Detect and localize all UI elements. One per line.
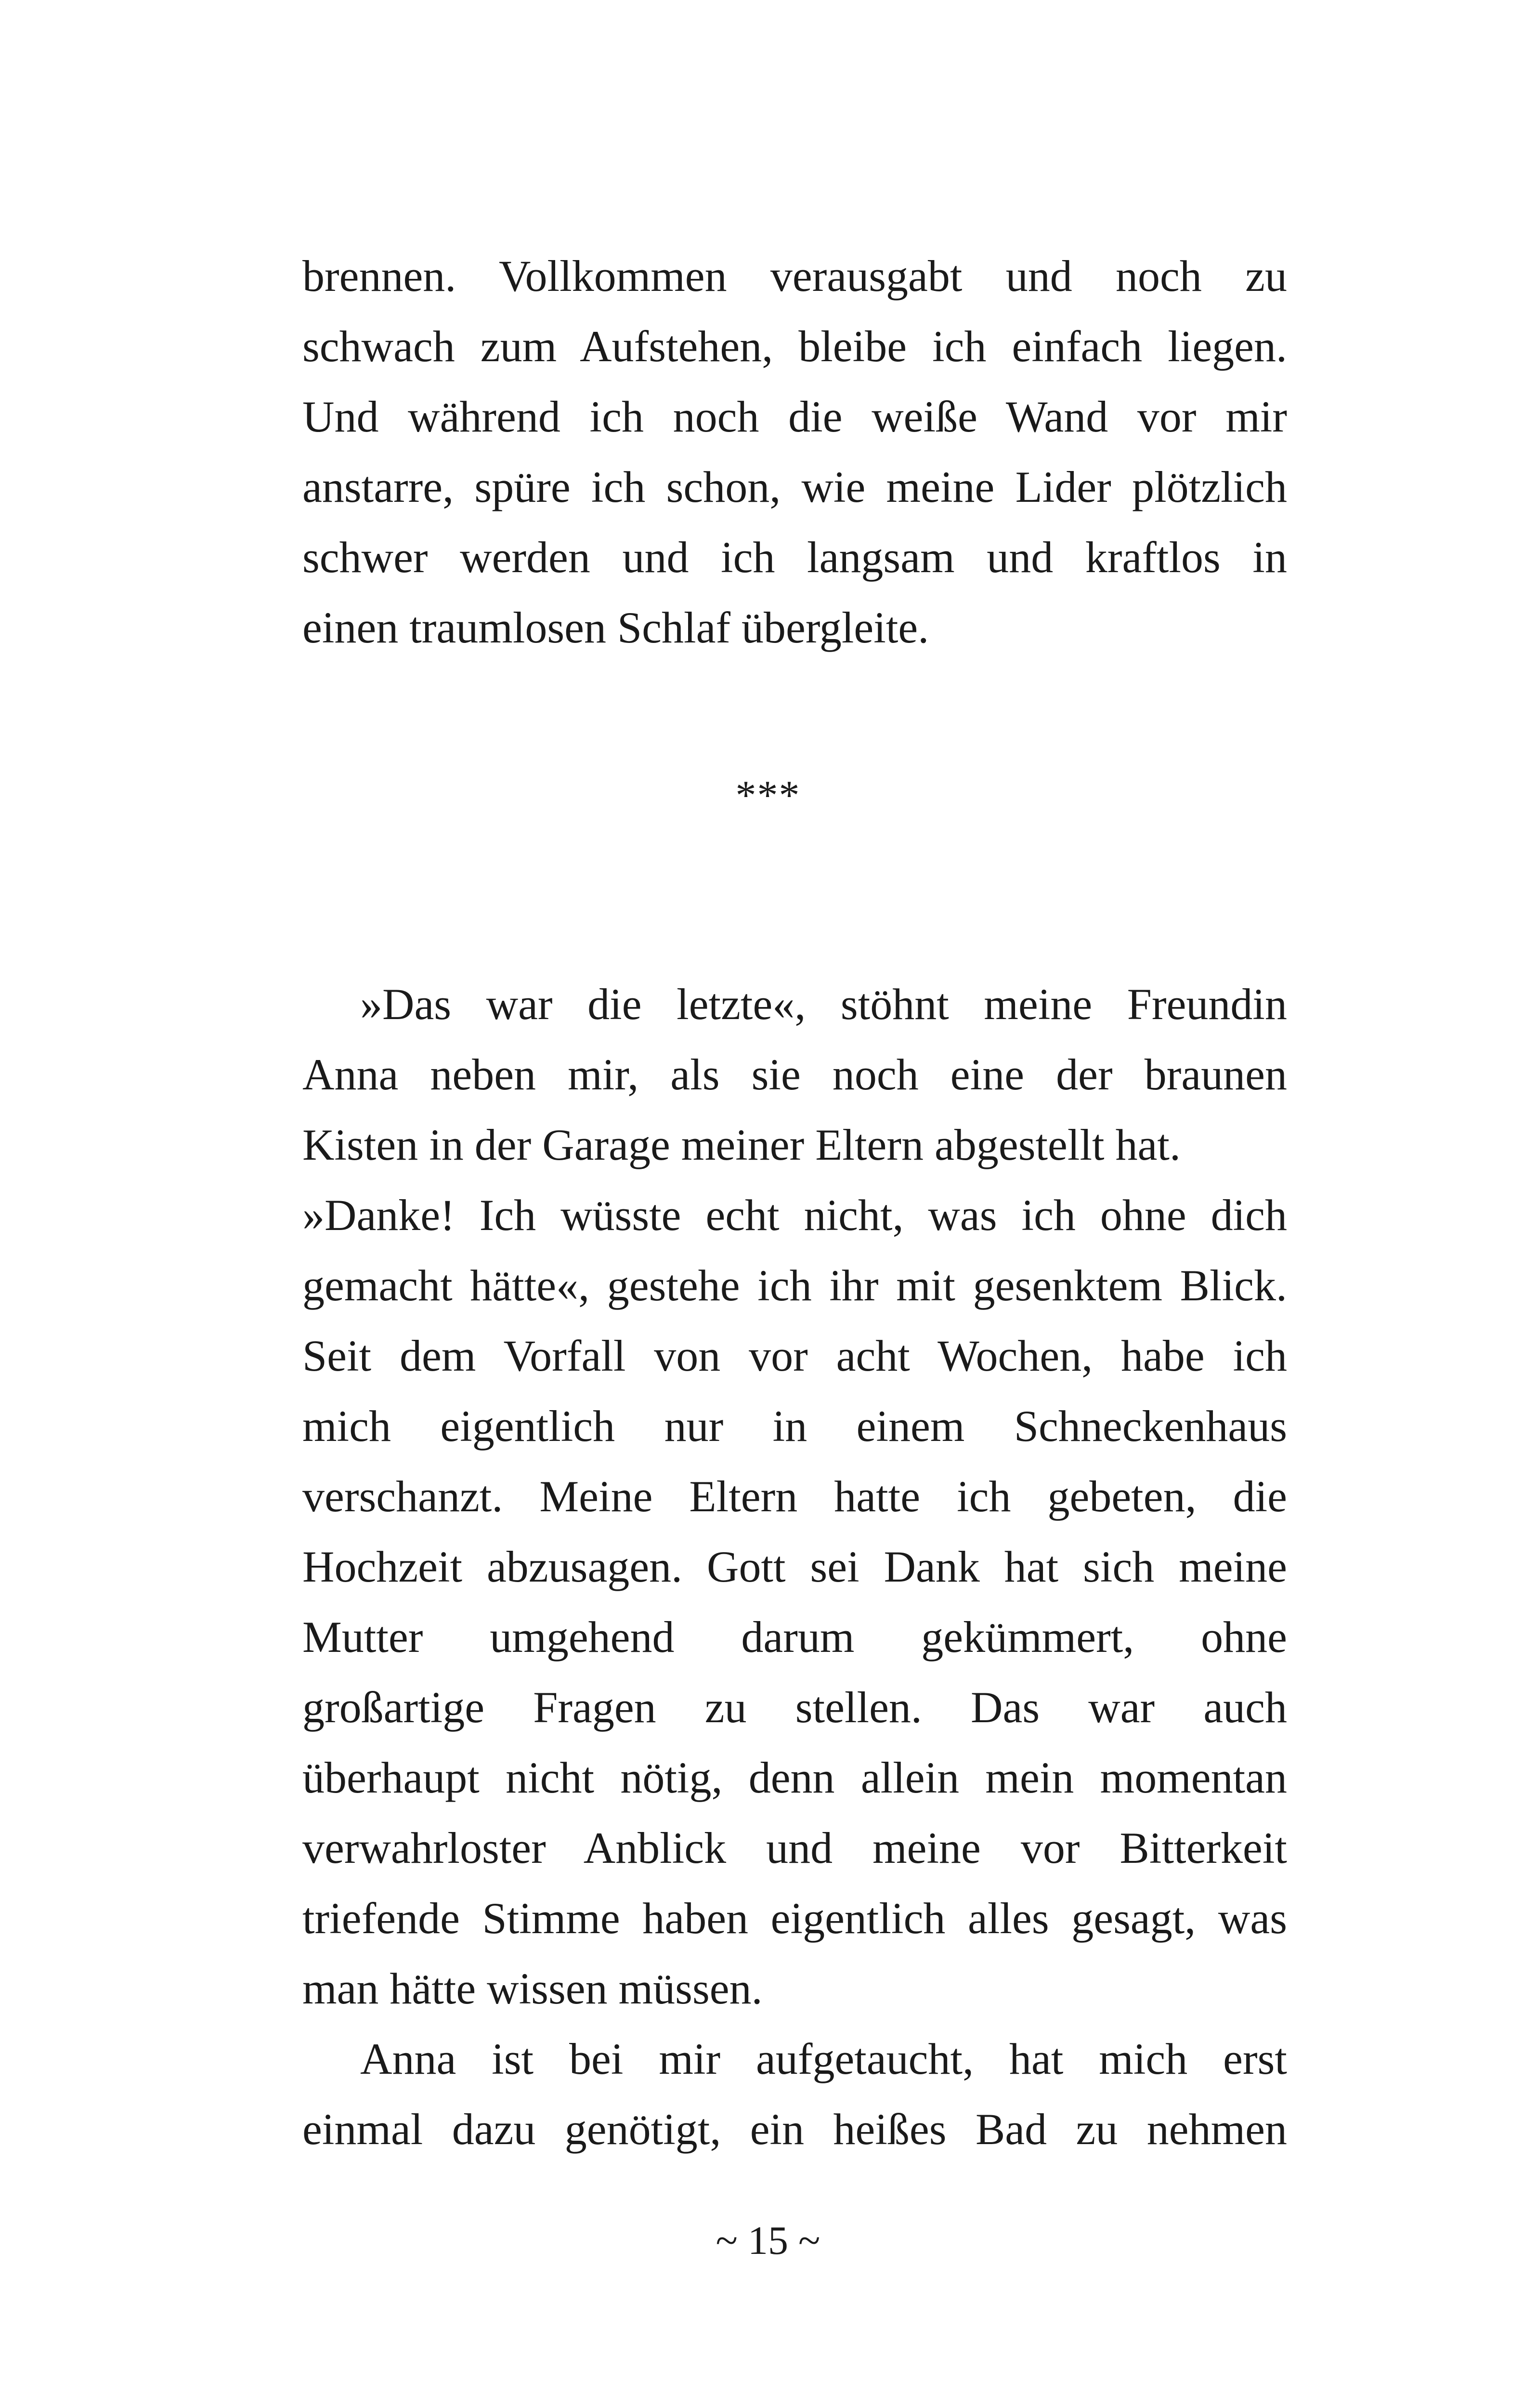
text-line: Mutter umgehend darum gekümmert, ohne xyxy=(302,1612,1287,1662)
paragraph-top xyxy=(302,241,1287,663)
text-line: triefende Stimme haben eigentlich alles gesagt, was xyxy=(302,1894,1287,1943)
text-line: großartige Fragen zu stellen. Das war auch xyxy=(302,1683,1287,1732)
paragraph-main xyxy=(302,969,1287,2164)
text-line: »Das war die letzte«, stöhnt meine Freundin xyxy=(360,980,1287,1029)
text-line: schwer werden und ich langsam und kraftlos in xyxy=(302,533,1287,582)
text-line: einen traumlosen Schlaf übergleite. xyxy=(302,603,929,652)
text-line: schwach zum Aufstehen, bleibe ich einfach liegen. xyxy=(302,322,1287,371)
text-line: anstarre, spüre ich schon, wie meine Lider plötzlich xyxy=(302,462,1287,511)
text-line: Und während ich noch die weiße Wand vor mir xyxy=(302,392,1287,441)
text-line: Seit dem Vorfall von vor acht Wochen, habe ich xyxy=(302,1331,1287,1380)
text-line: gemacht hätte«, gestehe ich ihr mit gesenktem Blick. xyxy=(302,1261,1287,1310)
scene-separator: *** xyxy=(735,772,801,818)
text-line: Anna neben mir, als sie noch eine der braunen xyxy=(302,1050,1287,1099)
page-number: ~ 15 ~ xyxy=(716,2218,820,2263)
text-line: Anna ist bei mir aufgetaucht, hat mich erst xyxy=(360,2034,1287,2083)
text-line: einmal dazu genötigt, ein heißes Bad zu nehmen xyxy=(302,2105,1287,2154)
text-line: Hochzeit abzusagen. Gott sei Dank hat sich meine xyxy=(302,1542,1287,1591)
text-line: »Danke! Ich wüsste echt nicht, was ich ohne dich xyxy=(302,1191,1287,1240)
text-line: man hätte wissen müssen. xyxy=(302,1964,763,2013)
text-line: mich eigentlich nur in einem Schneckenhaus xyxy=(302,1401,1287,1451)
text-line: überhaupt nicht nötig, denn allein mein momentan xyxy=(302,1753,1287,1802)
text-line: verwahrloster Anblick und meine vor Bitterkeit xyxy=(302,1823,1287,1872)
text-line: Kisten in der Garage meiner Eltern abgestellt hat. xyxy=(302,1120,1181,1169)
text-line: brennen. Vollkommen verausgabt und noch zu xyxy=(302,251,1287,301)
text-line: verschanzt. Meine Eltern hatte ich gebeten, die xyxy=(302,1472,1287,1521)
